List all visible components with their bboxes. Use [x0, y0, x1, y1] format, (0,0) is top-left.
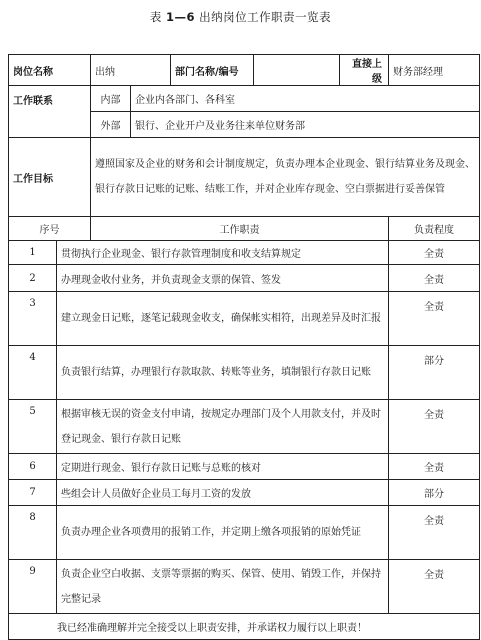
duty-no: 6: [9, 454, 57, 480]
col-level-header: 负责程度: [389, 217, 480, 241]
duty-level: 全责: [389, 265, 480, 292]
duty-no: 1: [9, 241, 57, 265]
position-value: 出纳: [91, 55, 171, 86]
duty-text: 负责企业空白收据、支票等票据的购买、保管、使用、销毁工作，并保持完整记录: [57, 560, 389, 614]
table-row: [9, 454, 480, 480]
table-row: [9, 241, 480, 265]
col-duty-header: 工作职责: [91, 217, 389, 241]
contacts-label: 工作联系: [9, 86, 91, 138]
internal-value: 企业内各部门、各科室: [131, 86, 480, 112]
duty-text: 建立现金日记账，逐笔记载现金收支，确保帐实相符，出现差异及时汇报: [57, 292, 389, 346]
goal-row: [9, 138, 480, 217]
duty-no: 3: [9, 292, 57, 346]
table-row: [9, 400, 480, 454]
duty-level: 全责: [389, 292, 480, 346]
duty-text: 负责办理企业各项费用的报销工作，并定期上缴各项报销的原始凭证: [57, 506, 389, 560]
duty-no: 7: [9, 480, 57, 506]
duty-no: 4: [9, 346, 57, 400]
table-row: [9, 292, 480, 346]
table-row: [9, 506, 480, 560]
external-value: 银行、企业开户及业务往来单位财务部: [131, 112, 480, 138]
title-text: 出纳岗位工作职责一览表: [195, 10, 332, 24]
commitment-statement: 我已经准确理解并完全接受以上职责安排，并承诺权力履行以上职责！: [9, 614, 480, 640]
document-title: [0, 9, 481, 25]
duty-text: 办理现金收付业务，并负责现金支票的保管、签发: [57, 265, 389, 292]
table-row: [9, 265, 480, 292]
superior-value: 财务部经理: [389, 55, 480, 86]
table-row: [9, 346, 480, 400]
duty-level: 全责: [389, 506, 480, 560]
title-prefix: 表: [149, 10, 166, 24]
superior-label: 直接上级: [340, 55, 389, 86]
column-header-row: [9, 217, 480, 241]
duty-level: 全责: [389, 454, 480, 480]
duty-no: 2: [9, 265, 57, 292]
internal-label: 内部: [91, 86, 131, 112]
footer-row: [9, 614, 480, 640]
title-number: 1—6: [165, 10, 195, 24]
duty-text: 负责银行结算，办理银行存款取款、转账等业务，填制银行存款日记账: [57, 346, 389, 400]
table-row: [9, 480, 480, 506]
position-label: 岗位名称: [9, 55, 91, 86]
table-row: [9, 560, 480, 614]
contacts-internal-row: [9, 86, 480, 112]
duty-text: 些组会计人员做好企业员工每月工资的发放: [57, 480, 389, 506]
duty-text: 根据审核无误的资金支付申请，按规定办理部门及个人用款支付，并及时登记现金、银行存款日记账: [57, 400, 389, 454]
dept-label: 部门名称/编号: [171, 55, 254, 86]
external-label: 外部: [91, 112, 131, 138]
duty-level: 全责: [389, 400, 480, 454]
duty-level: 部分: [389, 346, 480, 400]
duty-text: 定期进行现金、银行存款日记账与总账的核对: [57, 454, 389, 480]
header-row: [9, 55, 480, 86]
duty-no: 5: [9, 400, 57, 454]
duty-no: 8: [9, 506, 57, 560]
duty-text: 贯彻执行企业现金、银行存款管理制度和收支结算规定: [57, 241, 389, 265]
duty-no: 9: [9, 560, 57, 614]
goal-text: 遵照国家及企业的财务和会计制度规定，负责办理本企业现金、银行结算业务及现金、银行存款日记账的记账、结账工作，并对企业库存现金、空白票据进行妥善保管: [91, 138, 480, 217]
duty-table: [8, 54, 480, 640]
duty-level: 全责: [389, 560, 480, 614]
dept-value: [254, 55, 340, 86]
duty-level: 全责: [389, 241, 480, 265]
col-no-header: 序号: [9, 217, 91, 241]
goal-label: 工作目标: [9, 138, 91, 217]
duty-level: 部分: [389, 480, 480, 506]
